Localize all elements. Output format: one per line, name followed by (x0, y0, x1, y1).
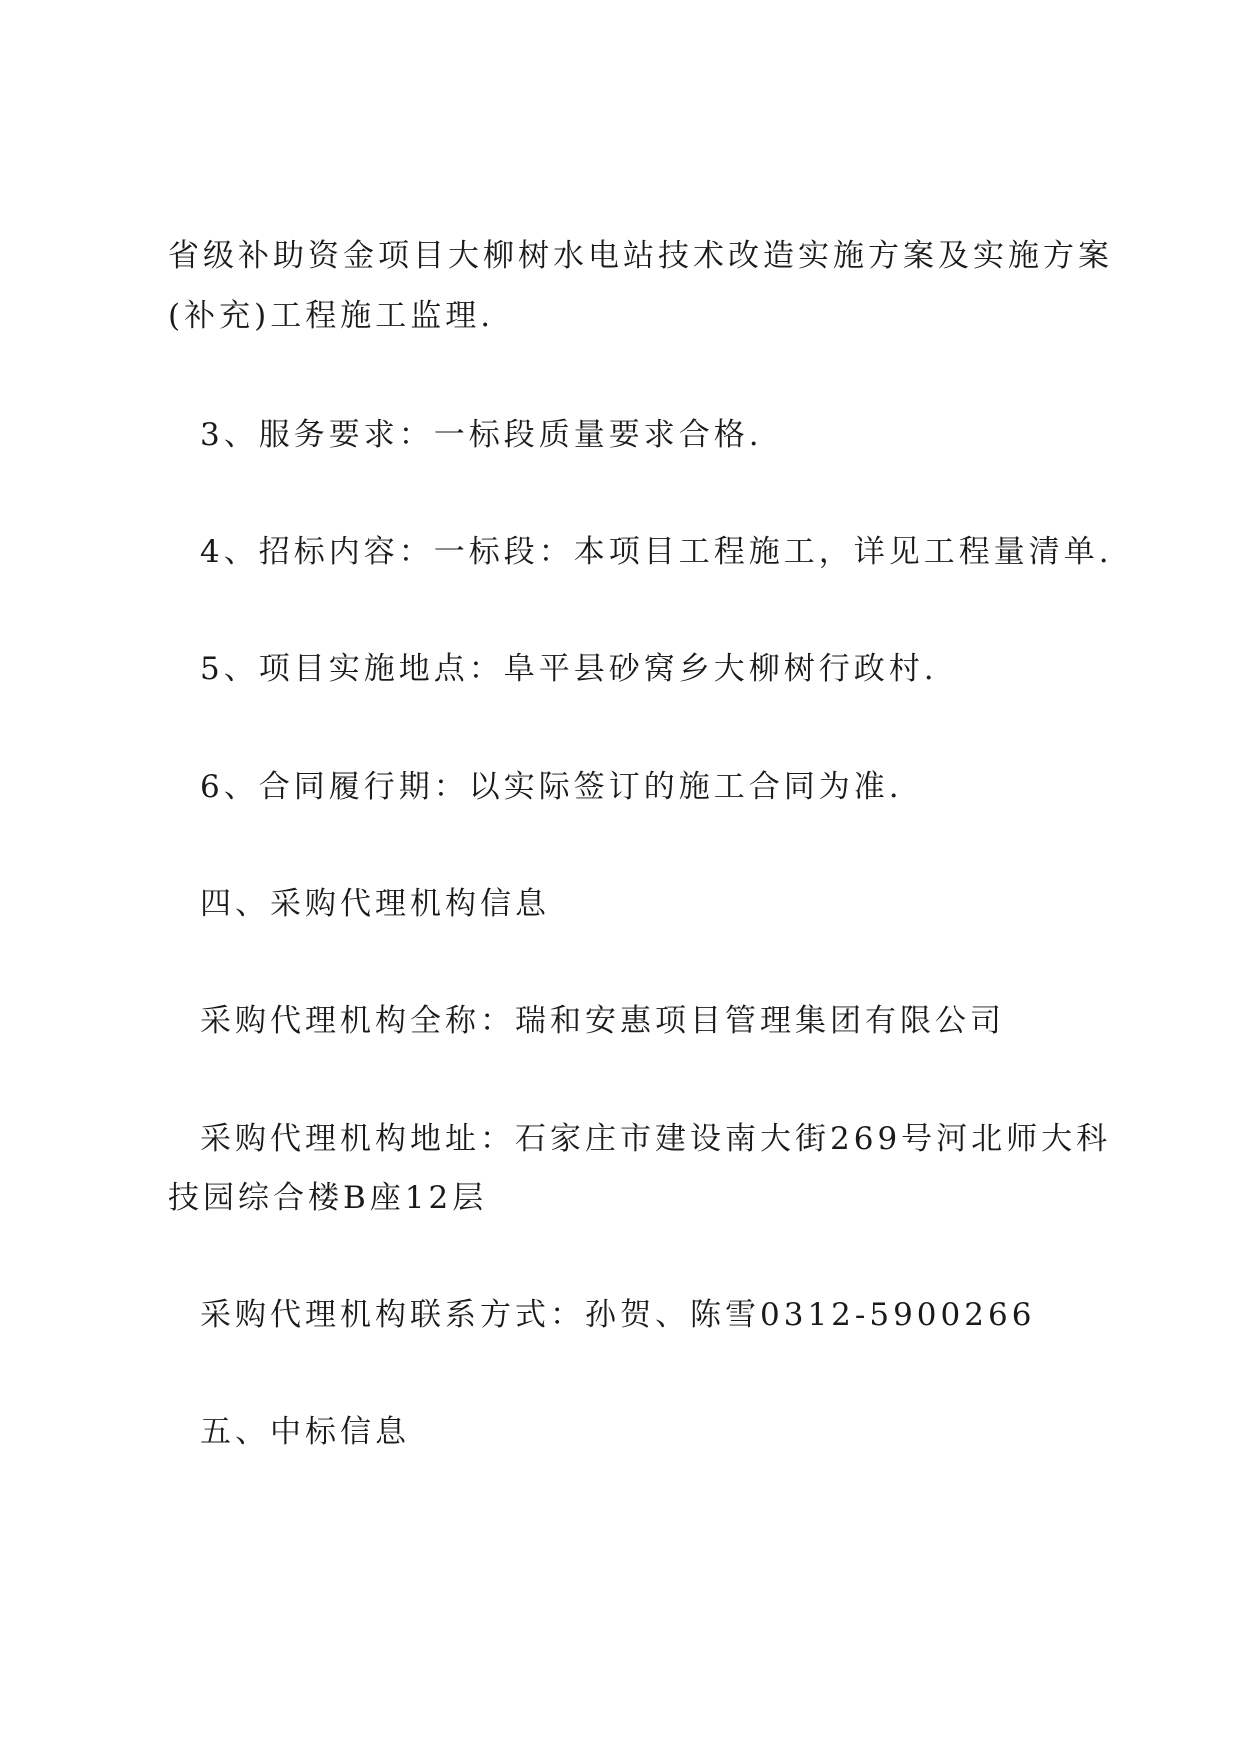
agency-address-line-2: 技园综合楼B座12层 (168, 1180, 488, 1216)
agency-contact: 采购代理机构联系方式：孙贺、陈雪0312-5900266 (200, 1297, 1036, 1333)
section-heading-agency-info: 四、采购代理机构信息 (200, 886, 550, 922)
item-service-requirements: 3、服务要求：一标段质量要求合格. (200, 417, 763, 453)
item-implementation-location: 5、项目实施地点：阜平县砂窝乡大柳树行政村. (200, 651, 938, 687)
paragraph-project-scope-line-2: (补充)工程施工监理. (168, 298, 495, 334)
agency-full-name: 采购代理机构全称：瑞和安惠项目管理集团有限公司 (200, 1003, 1005, 1039)
paragraph-project-scope-line-1: 省级补助资金项目大柳树水电站技术改造实施方案及实施方案 (168, 238, 1113, 274)
item-contract-period: 6、合同履行期：以实际签订的施工合同为准. (200, 769, 903, 805)
agency-address-line-1: 采购代理机构地址：石家庄市建设南大街269号河北师大科 (200, 1121, 1112, 1157)
section-heading-award-info: 五、中标信息 (200, 1414, 410, 1450)
item-tender-content: 4、招标内容：一标段：本项目工程施工，详见工程量清单. (200, 534, 1113, 570)
